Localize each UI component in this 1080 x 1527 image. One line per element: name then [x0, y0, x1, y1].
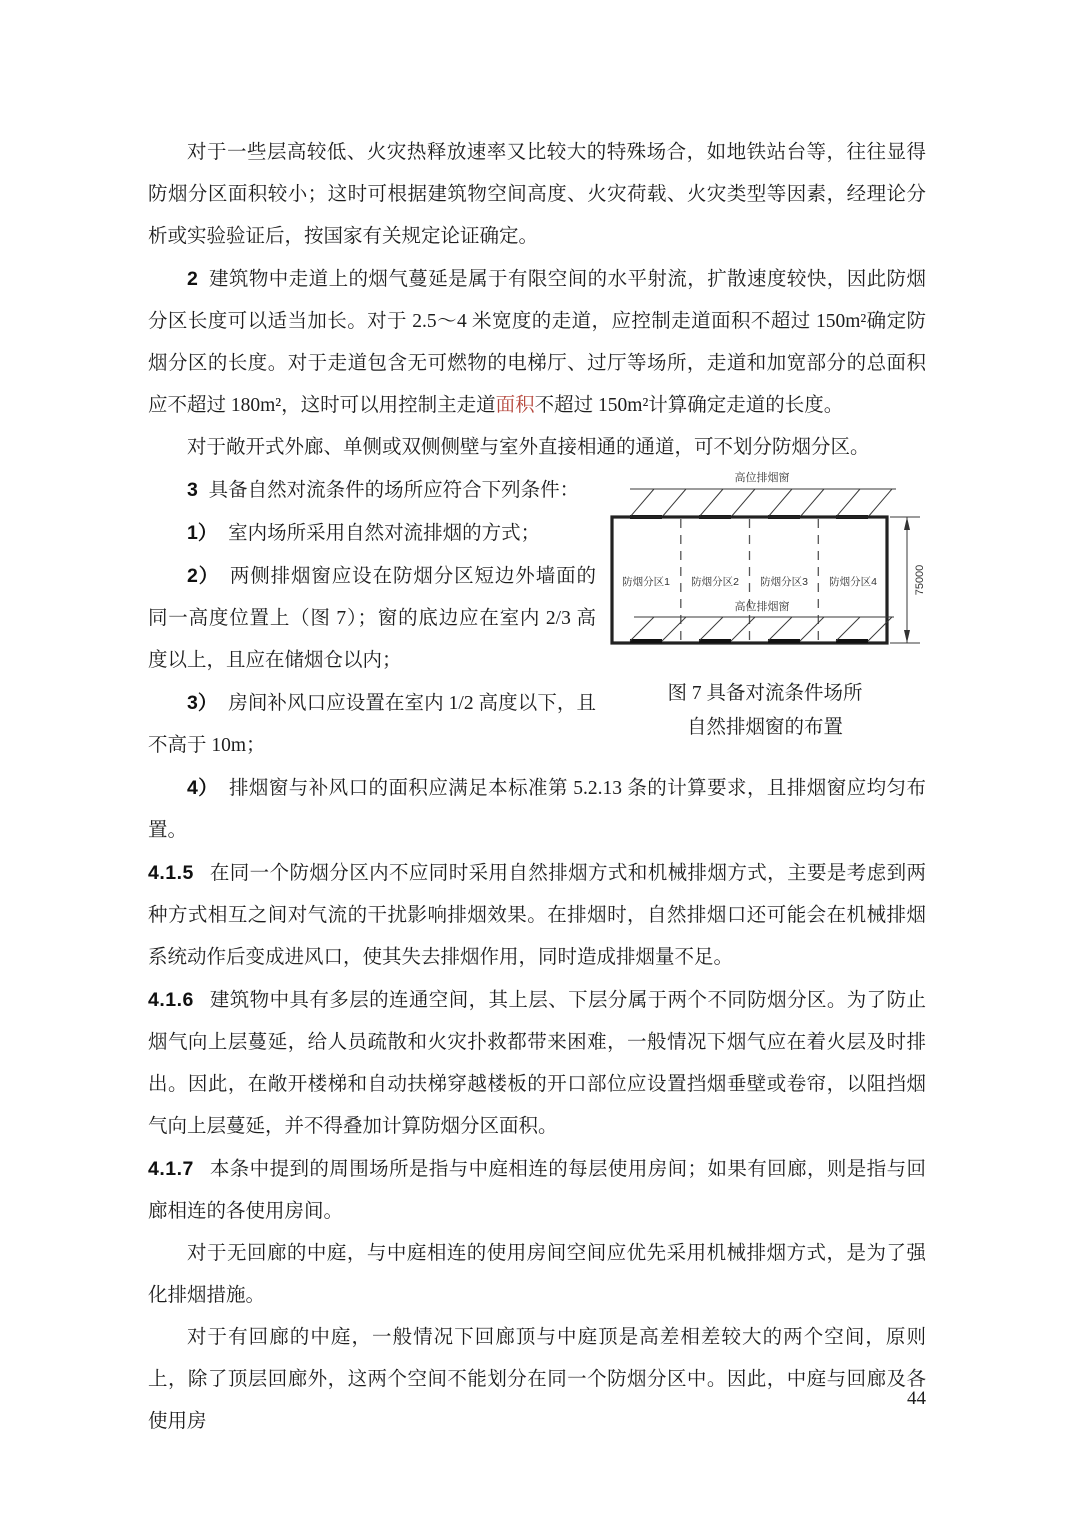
list-item-3: 3） 房间补风口应设置在室内 1/2 高度以下，且不高于 10m；	[148, 692, 596, 756]
bottom-exhaust-windows-icon	[630, 617, 892, 641]
list-item-2: 2） 两侧排烟窗应设在防烟分区短边外墙面的同一高度位置上（图 7）；窗的底边应在室内 2/3 高度以上，且应在储烟仓以内；	[148, 565, 596, 671]
paragraph-open-corridor: 对于敞开式外廊、单侧或双侧侧壁与室外直接相通的通道，可不划分防烟分区。	[187, 437, 870, 458]
paragraph-atrium-with-gallery: 对于有回廊的中庭，一般情况下回廊顶与中庭顶是高差相差较大的两个空间，原则上，除了顶层回廊外，这两个空间不能划分在同一个防烟分区中。因此，中庭与回廊及各使用房	[148, 1327, 926, 1432]
paragraph-clause3-conditions: 3 具备自然对流条件的场所应符合下列条件：	[187, 479, 580, 501]
clause3-number: 3	[187, 479, 198, 501]
figure7-caption-line2: 自然排烟窗的布置	[686, 717, 843, 738]
page-body-text	[148, 132, 926, 1443]
clause-4-1-7-number: 4.1.7	[148, 1158, 194, 1180]
zone1-label: 防烟分区1	[622, 576, 670, 588]
paragraph-special-cases: 对于一些层高较低、火灾热释放速率又比较大的特殊场合，如地铁站台等，往往显得防烟分区面积较小；这时可根据建筑物空间高度、火灾荷载、火灾类型等因素，经理论分析或实验验证后，按国家有关规定论证确定。	[148, 142, 926, 247]
paragraph-atrium-no-gallery: 对于无回廊的中庭，与中庭相连的使用房间空间应优先采用机械排烟方式，是为了强化排烟措施。	[148, 1243, 926, 1306]
item3-number: 3）	[187, 692, 218, 714]
top-exhaust-windows-icon	[630, 489, 892, 517]
page-number: 44	[907, 1388, 926, 1409]
top-exhaust-window-label: 高位排烟窗	[734, 472, 790, 484]
figure7-caption	[604, 677, 926, 745]
item2-number: 2）	[187, 565, 220, 587]
list-item-1: 1） 室内场所采用自然对流排烟的方式；	[187, 522, 541, 544]
clause-4-1-6: 4.1.6 建筑物中具有多层的连通空间，其上层、下层分属于两个不同防烟分区。为了防止烟气向上层蔓延，给人员疏散和火灾扑救都带来困难，一般情况下烟气应在着火层及时排出。因此，在敞开楼梯和自动扶梯穿越楼板的开口部位应设置挡烟垂壁或卷帘，以阻挡烟气向上层蔓延，并不得叠加计算防烟分区面积。	[148, 989, 926, 1137]
clause-4-1-5: 4.1.5 在同一个防烟分区内不应同时采用自然排烟方式和机械排烟方式，主要是考虑到两种方式相互之间对气流的干扰影响排烟效果。在排烟时，自然排烟口还可能会在机械排烟系统动作后变成进风口，使其失去排烟作用，同时造成排烟量不足。	[148, 862, 926, 968]
zone2-label: 防烟分区2	[691, 576, 739, 588]
clause-4-1-5-number: 4.1.5	[148, 862, 194, 884]
paragraph-clause2-corridor: 2 建筑物中走道上的烟气蔓延是属于有限空间的水平射流，扩散速度较快，因此防烟分区长度可以适当加长。对于 2.5～4 米宽度的走道，应控制走道面积不超过 150m²确定防烟分区的长度。对于走道包含无可燃物的电梯厅、过厅等场所，走道和加宽部分的总面积应不超过 180m²，这时可以用控制主走道面积不超过 150m²计算确定走道的长度。	[148, 268, 926, 416]
clause-4-1-6-number: 4.1.6	[148, 989, 194, 1011]
item4-number: 4）	[187, 777, 219, 799]
zone3-label: 防烟分区3	[760, 576, 808, 588]
figure7	[604, 469, 926, 745]
item1-number: 1）	[187, 522, 218, 544]
clause2-number: 2	[187, 268, 198, 290]
list-item-4: 4） 排烟窗与补风口的面积应满足本标准第 5.2.13 条的计算要求，且排烟窗应均匀布置。	[148, 777, 926, 841]
figure7-caption-line1: 图 7 具备对流条件场所	[667, 683, 863, 704]
clause-4-1-7: 4.1.7 本条中提到的周围场所是指与中庭相连的每层使用房间；如果有回廊，则是指与回廊相连的各使用房间。	[148, 1158, 926, 1222]
highlighted-text-area: 面积	[495, 395, 535, 416]
dimension-label: 75000	[914, 564, 926, 596]
zone4-label: 防烟分区4	[829, 576, 877, 588]
figure7-diagram	[604, 469, 926, 675]
bottom-exhaust-window-label: 高位排烟窗	[734, 601, 790, 613]
